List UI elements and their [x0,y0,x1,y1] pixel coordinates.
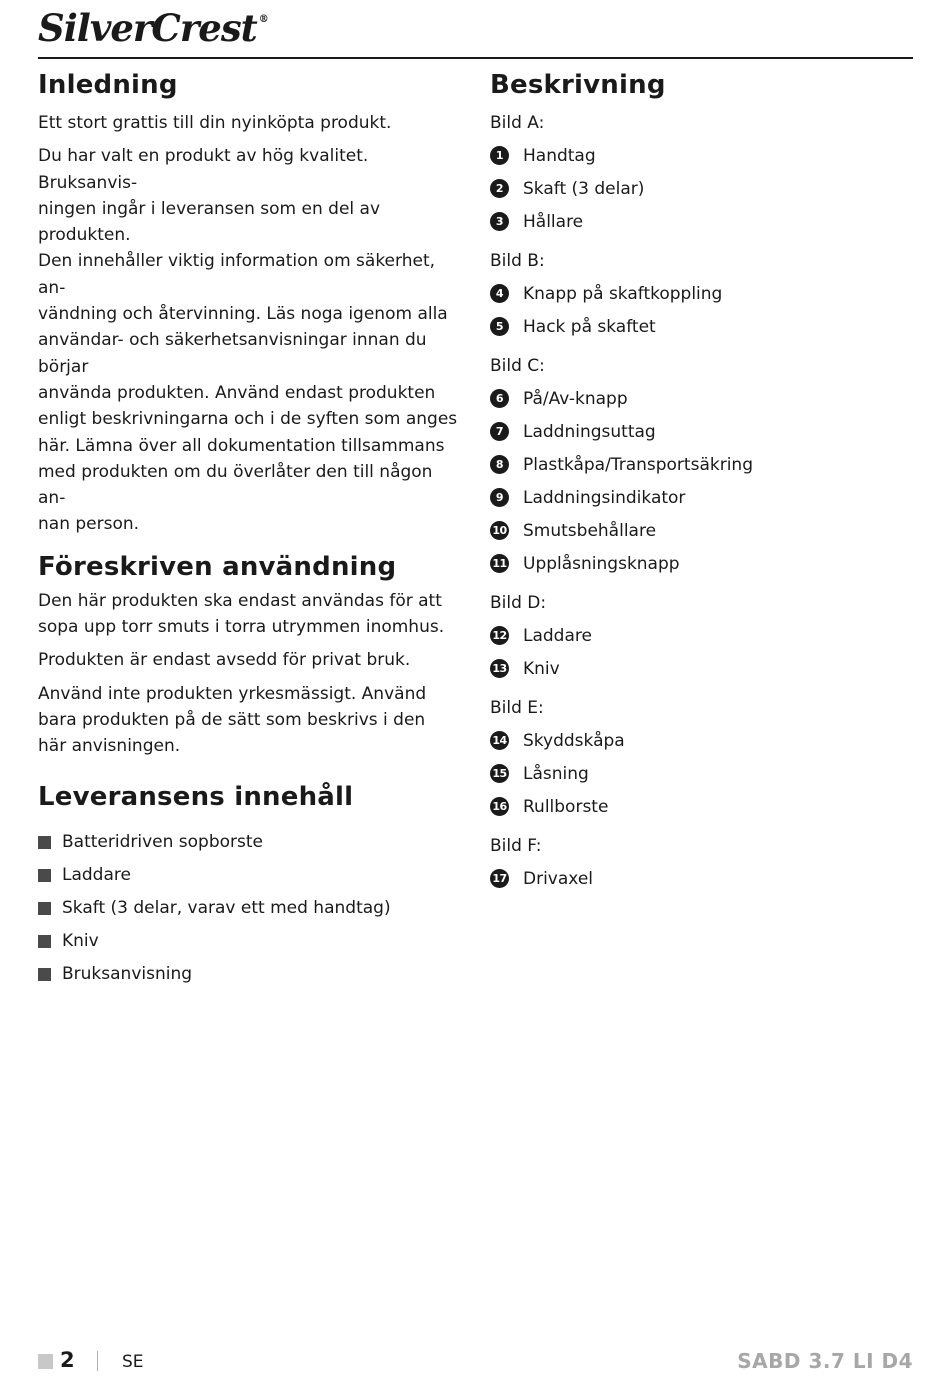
number-badge-icon: 8 [490,455,509,474]
page-number: 2 [60,1348,75,1372]
part-item: 3 Hållare [490,205,910,238]
heading-inledning: Inledning [38,70,178,100]
heading-leveransens-innehall: Leveransens innehåll [38,781,354,812]
part-item: 8 Plastkåpa/Transportsäkring [490,448,910,481]
number-badge-icon: 4 [490,284,509,303]
part-item: 16 Rullborste [490,790,910,823]
square-bullet-icon [38,869,51,882]
part-item: 5 Hack på skaftet [490,310,910,343]
figure-label-a: Bild A: [490,112,545,133]
part-item: 12 Laddare [490,619,910,652]
number-badge-icon: 14 [490,731,509,750]
footer-divider [97,1351,98,1371]
list-item: Batteridriven sopborste [38,826,463,859]
number-badge-icon: 17 [490,869,509,888]
contents-list [38,826,463,991]
number-badge-icon: 16 [490,797,509,816]
number-badge-icon: 1 [490,146,509,165]
number-badge-icon: 9 [490,488,509,507]
part-item: 11 Upplåsningsknapp [490,547,910,580]
number-badge-icon: 7 [490,422,509,441]
heading-beskrivning: Beskrivning [490,70,666,100]
number-badge-icon: 15 [490,764,509,783]
figure-label-b: Bild B: [490,250,545,271]
foreskriven-paragraph-3: Använd inte produkten yrkesmässigt. Använd bara produkten på de sätt som beskrivs i den här anvisningen. [38,683,427,757]
part-item: 6 På/Av-knapp [490,382,910,415]
list-item: Laddare [38,859,463,892]
part-item: 14 Skyddskåpa [490,724,910,757]
figure-label-c: Bild C: [490,355,545,376]
model-number: SABD 3.7 LI D4 [737,1349,913,1373]
header-rule [38,57,913,59]
part-item: 1 Handtag [490,139,910,172]
heading-foreskriven-anvandning: Föreskriven användning [38,551,397,582]
left-column [38,66,463,991]
part-item: 13 Kniv [490,652,910,685]
number-badge-icon: 3 [490,212,509,231]
figure-label-d: Bild D: [490,592,547,613]
part-item: 4 Knapp på skaftkoppling [490,277,910,310]
square-bullet-icon [38,902,51,915]
footer-square-icon [38,1354,53,1369]
brand-logo: SilverCrest ® [38,6,268,50]
foreskriven-paragraph-1: Den här produkten ska endast användas för att sopa upp torr smuts i torra utrymmen inomhus. [38,590,445,638]
inledning-paragraph-2: Du har valt en produkt av hög kvalitet. Bruksanvis- ningen ingår i leveransen som en del av produkten. Den innehåller viktig information om säkerhet, an- vändning och återvinning. Läs noga igenom alla användar- och säkerhetsanvisningar innan du börjar använda produkten. Använd endast produkten enligt beskrivningarna och i de syften som anges här. Lämna över all dokumentation tillsammans med produkten om du överlåter den till någon an- nan person. [38,146,458,535]
part-item: 10 Smutsbehållare [490,514,910,547]
language-code: SE [122,1352,144,1372]
part-item: 7 Laddningsuttag [490,415,910,448]
number-badge-icon: 13 [490,659,509,678]
part-item: 9 Laddningsindikator [490,481,910,514]
number-badge-icon: 12 [490,626,509,645]
number-badge-icon: 2 [490,179,509,198]
number-badge-icon: 6 [490,389,509,408]
inledning-paragraph-1: Ett stort grattis till din nyinköpta produkt. [38,113,392,133]
list-item: Kniv [38,925,463,958]
list-item: Skaft (3 delar, varav ett med handtag) [38,892,463,925]
number-badge-icon: 10 [490,521,509,540]
number-badge-icon: 11 [490,554,509,573]
square-bullet-icon [38,836,51,849]
right-column [490,66,910,895]
part-item: 17 Drivaxel [490,862,910,895]
figure-label-e: Bild E: [490,697,544,718]
square-bullet-icon [38,968,51,981]
figure-label-f: Bild F: [490,835,542,856]
foreskriven-paragraph-2: Produkten är endast avsedd för privat bruk. [38,650,411,671]
part-item: 15 Låsning [490,757,910,790]
number-badge-icon: 5 [490,317,509,336]
square-bullet-icon [38,935,51,948]
list-item: Bruksanvisning [38,958,463,991]
part-item: 2 Skaft (3 delar) [490,172,910,205]
